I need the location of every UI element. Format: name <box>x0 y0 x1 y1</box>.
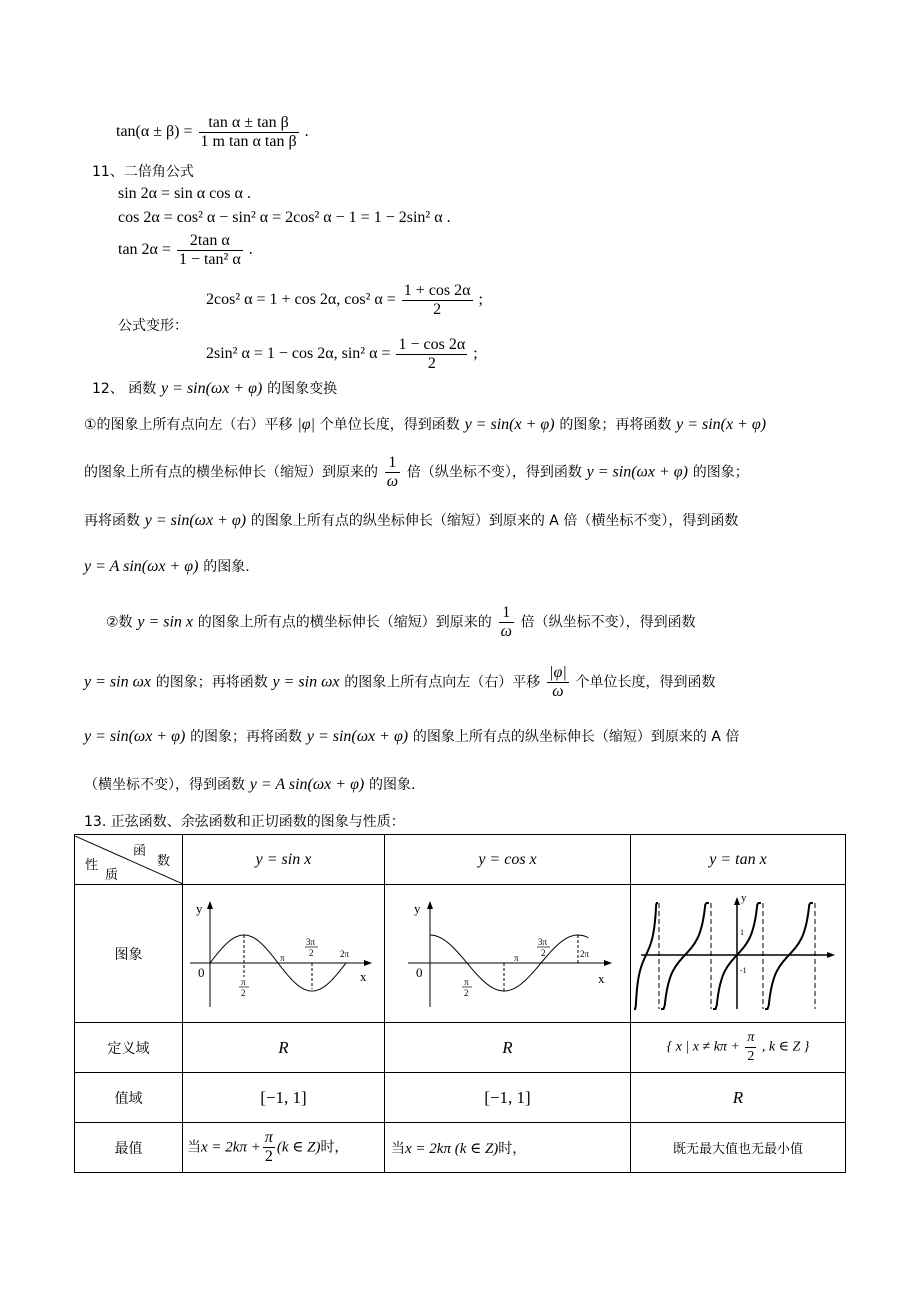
tan-sum-end: . <box>304 123 309 141</box>
tan-x-arrow <box>827 952 835 958</box>
para-2-line-1 <box>106 604 696 641</box>
q2-c: 个单位长度，得到函数 <box>575 674 716 691</box>
q2-num: |φ| <box>549 664 567 681</box>
range-cos: [−1, 1] <box>385 1073 631 1123</box>
p4-m: y = A sin(ωx + φ) <box>84 558 199 575</box>
extreme-sin <box>183 1123 385 1173</box>
q2-b: 的图象上所有点向左（右）平移 <box>344 674 541 691</box>
p1-c: 的图象；再将函数 <box>559 417 672 433</box>
sin-y-label: y <box>195 900 202 916</box>
tan2-num: 2tan α <box>177 232 243 251</box>
sec12-title-math: y = sin(ωx + φ) <box>161 380 263 397</box>
cos2-formula: cos 2α = cos² α − sin² α = 2cos² α − 1 = 1 − 2sin² α . <box>118 209 451 226</box>
tan-sum-lhs: tan(α ± β) = <box>116 123 193 141</box>
section-12-title <box>92 378 337 399</box>
para-1-line-4 <box>84 556 250 577</box>
graph-row <box>75 885 846 1023</box>
q4-m: y = A sin(ωx + φ) <box>249 776 365 793</box>
tan-branch-1 <box>661 903 709 1009</box>
cos-3pi-den: 2 <box>540 947 545 958</box>
header-func-1: 函 <box>133 843 147 859</box>
sin-x-arrow <box>364 960 372 966</box>
p1-a: ①的图象上所有点向左（右）平移 <box>84 417 293 433</box>
section-11-title: 11、二倍角公式 <box>92 164 194 180</box>
cos-y-label: y <box>413 900 420 916</box>
header-diagonal-cell <box>75 835 183 885</box>
p1-m2: y = sin(x + φ) <box>676 416 767 433</box>
tan-y-label: y <box>741 891 747 904</box>
domain-row <box>75 1023 846 1073</box>
cos-graph <box>388 889 628 1019</box>
q2-fraction <box>547 664 569 701</box>
ext-cos-a: 当 <box>391 1140 405 1157</box>
extreme-tan: 既无最大值也无最小值 <box>631 1123 846 1173</box>
sin-2pi-label: 2π <box>339 948 349 959</box>
section-13-title: 13. 正弦函数、余弦函数和正切函数的图象与性质： <box>84 814 405 830</box>
sin-pi-label: π <box>279 952 285 963</box>
q1-m: y = sin x <box>137 613 194 631</box>
q2-a: 的图象；再将函数 <box>155 674 268 691</box>
range-sin: [−1, 1] <box>183 1073 385 1123</box>
variant2-num: 1 − cos 2α <box>398 336 466 353</box>
row-label-domain: 定义域 <box>75 1023 183 1073</box>
q4-b: 的图象. <box>369 777 416 793</box>
para-2-line-4 <box>84 774 415 795</box>
tan-sum-fraction <box>199 114 299 151</box>
sec12-title-pre: 12、 函数 <box>92 381 157 397</box>
header-prop-1: 性 <box>85 857 99 873</box>
tan2-lhs: tan 2α = <box>118 241 171 259</box>
cos-half-pi-num: π <box>463 976 469 987</box>
ext-sin-a: 当 <box>187 1139 201 1156</box>
sin-graph <box>184 889 384 1019</box>
para-2-line-2 <box>84 664 716 701</box>
q2-den: ω <box>552 683 564 700</box>
tan-sum-den: 1 m tan α tan β <box>200 133 297 150</box>
cos-3pi-num: 3π <box>537 936 547 947</box>
cos-x-arrow <box>604 960 612 966</box>
tan-neg-one-label: -1 <box>740 965 747 975</box>
q3-m1: y = sin(ωx + φ) <box>84 728 186 745</box>
tan-sum-formula <box>116 114 309 151</box>
tan-branch-3 <box>765 903 813 1009</box>
ext-cos-m: x = 2kπ (k ∈ Z) <box>405 1140 499 1157</box>
ext-sin-den: 2 <box>264 1148 273 1165</box>
q2-m1: y = sin ωx <box>84 673 151 691</box>
domain-tan <box>631 1023 846 1073</box>
p2-b: 倍（纵坐标不变），得到函数 <box>406 464 582 481</box>
variant1-end: ; <box>478 291 483 309</box>
header-sin: y = sin x <box>183 835 385 885</box>
cos-origin-label: 0 <box>415 964 422 980</box>
cos-half-pi-den: 2 <box>463 987 468 998</box>
q1-c: 倍（纵坐标不变），得到函数 <box>520 614 696 631</box>
p3-a: 再将函数 <box>84 513 140 529</box>
variant2-formula <box>206 336 478 373</box>
domain-tan-den: 2 <box>747 1049 755 1064</box>
sin-3pi-den: 2 <box>308 947 313 958</box>
q1-a: ②数 <box>106 614 133 631</box>
sin-half-pi-den: 2 <box>240 987 245 998</box>
sin-origin-label: 0 <box>197 964 204 980</box>
domain-tan-a: { x | x ≠ kπ + <box>666 1039 740 1055</box>
range-row <box>75 1073 846 1123</box>
sec12-title-post: 的图象变换 <box>267 381 338 397</box>
p1-m1: y = sin(x + φ) <box>464 416 555 433</box>
header-prop-2: 质 <box>105 867 119 883</box>
ext-sin-fraction <box>263 1129 275 1166</box>
p3-b: 的图象上所有点的纵坐标伸长（缩短）到原来的 A 倍（横坐标不变），得到函数 <box>250 513 739 529</box>
cos-x-label: x <box>597 970 604 986</box>
q1-num: 1 <box>499 604 514 623</box>
ext-sin-m: x = 2kπ + <box>201 1139 261 1156</box>
q1-fraction <box>499 604 514 641</box>
variant2-end: ; <box>473 345 478 363</box>
q3-b: 的图象上所有点的纵坐标伸长（缩短）到原来的 A 倍 <box>412 729 740 745</box>
extreme-cos <box>385 1123 631 1173</box>
tan-one-label: 1 <box>740 927 744 937</box>
row-label-range: 值域 <box>75 1073 183 1123</box>
ext-sin-num: π <box>264 1129 273 1146</box>
transform-label: 公式变形： <box>118 318 188 334</box>
domain-tan-num: π <box>745 1029 756 1048</box>
cos-pi-label: π <box>513 952 519 963</box>
sin-y-arrow <box>207 901 213 909</box>
domain-tan-b: , k ∈ Z } <box>761 1039 810 1055</box>
p2-fraction <box>385 454 400 491</box>
domain-sin: R <box>183 1023 385 1073</box>
p2-c: 的图象； <box>692 464 749 481</box>
p2-num: 1 <box>385 454 400 473</box>
sin-x-label: x <box>359 968 366 984</box>
variant2-den: 2 <box>427 355 436 372</box>
p2-m: y = sin(ωx + φ) <box>586 463 688 481</box>
tan-graph-cell <box>631 885 846 1023</box>
cos-graph-cell <box>385 885 631 1023</box>
ext-cos-c: 时， <box>498 1140 527 1157</box>
q3-a: 的图象；再将函数 <box>190 729 303 745</box>
trig-properties-table <box>74 834 846 1173</box>
cos-2pi-label: 2π <box>579 948 589 959</box>
tan-graph <box>633 889 843 1019</box>
variant2-fraction <box>396 336 467 373</box>
header-cos: y = cos x <box>385 835 631 885</box>
sin-half-pi-num: π <box>240 976 246 987</box>
q4-a: （横坐标不变），得到函数 <box>84 777 245 793</box>
variant1-fraction <box>402 282 473 319</box>
q1-den: ω <box>500 623 512 640</box>
para-1-line-1 <box>84 414 766 435</box>
header-tan: y = tan x <box>631 835 846 885</box>
row-label-graph: 图象 <box>75 885 183 1023</box>
para-1-line-3 <box>84 510 738 531</box>
p4-b: 的图象. <box>203 559 250 575</box>
extreme-row <box>75 1123 846 1173</box>
cos-y-arrow <box>427 901 433 909</box>
ext-sin-b: (k ∈ Z) <box>276 1139 321 1156</box>
header-func-2: 数 <box>157 853 171 869</box>
tan2-den: 1 − tan² α <box>178 251 241 268</box>
p1-b: 个单位长度，得到函数 <box>319 417 460 433</box>
q2-m2: y = sin ωx <box>272 673 340 691</box>
ext-sin-c: 时， <box>320 1139 349 1156</box>
q1-b: 的图象上所有点的横坐标伸长（缩短）到原来的 <box>197 614 492 631</box>
tan2-end: . <box>248 241 253 259</box>
variant1-num: 1 + cos 2α <box>403 282 471 299</box>
tan2-formula <box>118 232 253 269</box>
p3-m: y = sin(ωx + φ) <box>144 512 247 529</box>
range-tan: R <box>631 1073 846 1123</box>
variant1-formula <box>206 282 483 319</box>
sin2-formula: sin 2α = sin α cos α . <box>118 185 251 202</box>
tan-y-arrow <box>734 897 740 905</box>
variant1-lhs: 2cos² α = 1 + cos 2α, cos² α = <box>206 291 396 309</box>
p2-a: 的图象上所有点的横坐标伸长（缩短）到原来的 <box>84 464 378 481</box>
row-label-extreme: 最值 <box>75 1123 183 1173</box>
para-1-line-2 <box>84 454 749 491</box>
p1-phi: |φ| <box>297 416 315 433</box>
sin-3pi-num: 3π <box>305 936 315 947</box>
variant2-lhs: 2sin² α = 1 − cos 2α, sin² α = <box>206 345 391 363</box>
domain-cos: R <box>385 1023 631 1073</box>
sin-graph-cell <box>183 885 385 1023</box>
tan2-fraction <box>177 232 243 269</box>
tan-branch-4 <box>634 903 658 1009</box>
domain-tan-fraction <box>745 1029 756 1066</box>
table-header-row <box>75 835 846 885</box>
q3-m2: y = sin(ωx + φ) <box>306 728 409 745</box>
tan-sum-num: tan α ± tan β <box>199 114 299 133</box>
variant1-den: 2 <box>433 301 442 318</box>
para-2-line-3 <box>84 726 739 747</box>
p2-den: ω <box>386 473 399 490</box>
